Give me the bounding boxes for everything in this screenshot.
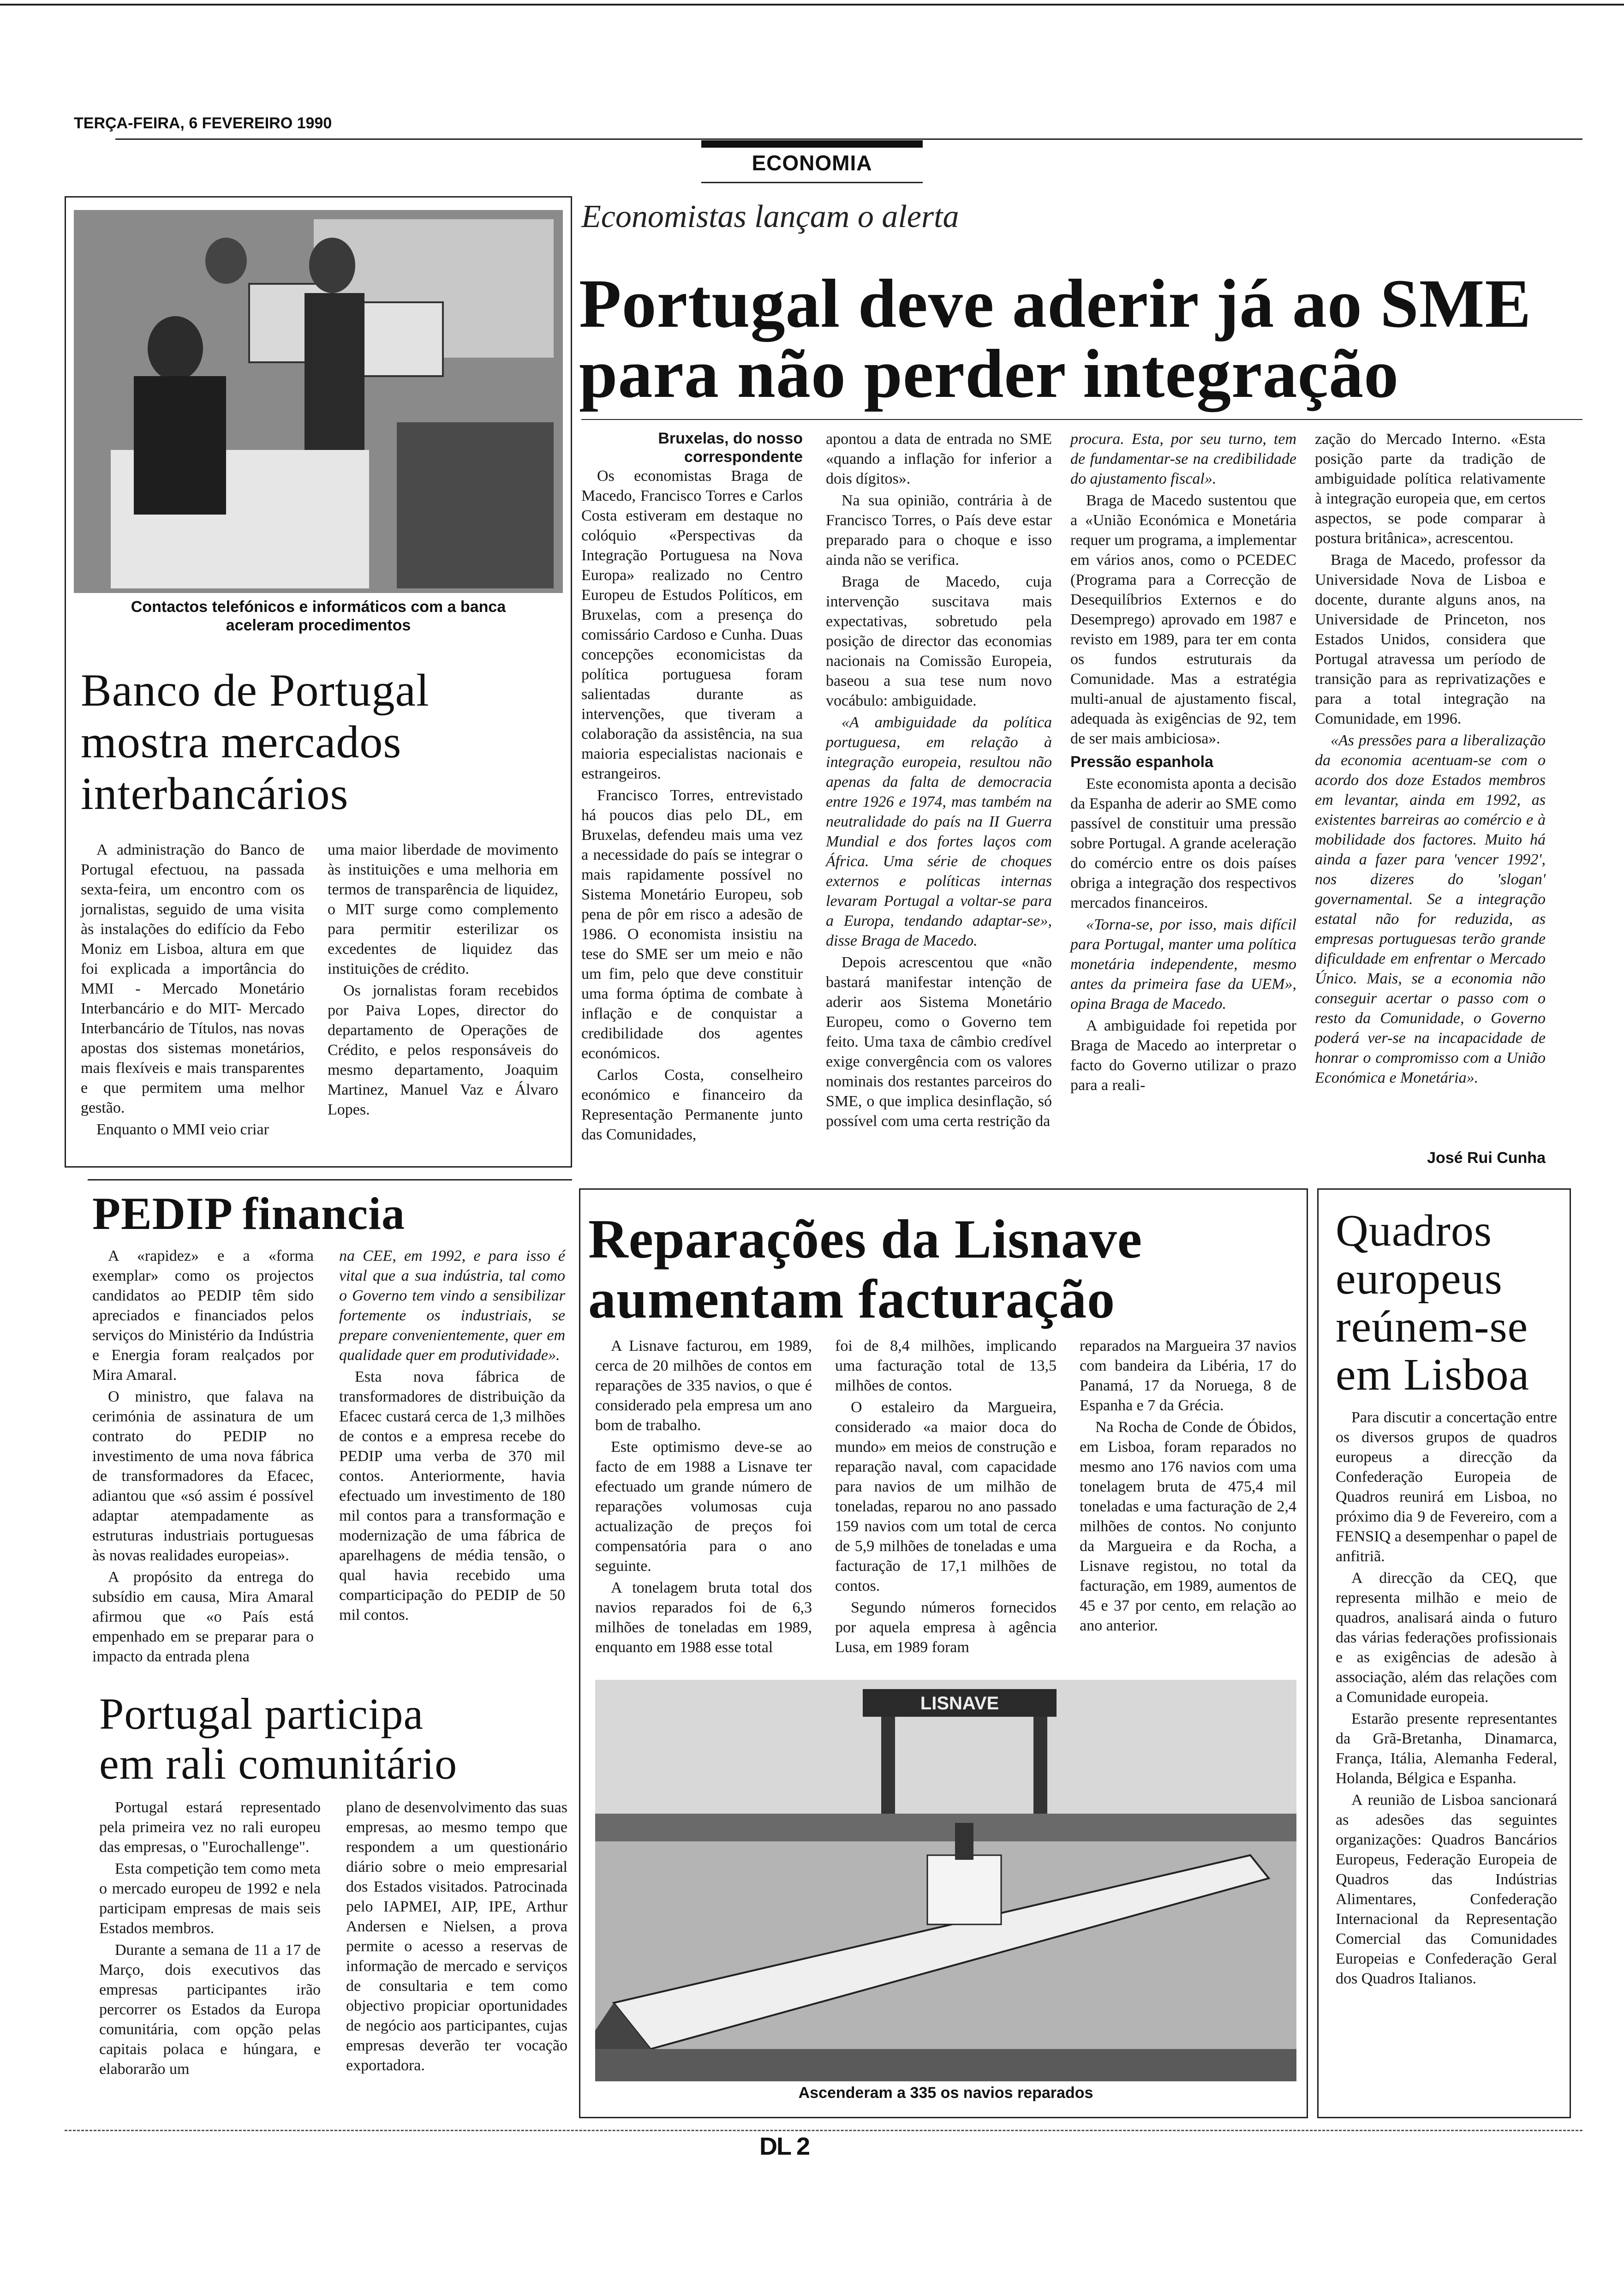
quadros-headline-line-2: europeus xyxy=(1336,1254,1503,1304)
top-border xyxy=(0,4,1624,6)
rali-paragraph: Esta competição tem como meta o mercado europeu de 1992 e nela participam empresas de mais seis Estados membros. xyxy=(99,1860,321,1937)
rali-headline xyxy=(99,1689,457,1789)
banco-paragraph: Enquanto o MMI veio criar xyxy=(96,1121,269,1138)
banco-headline xyxy=(81,665,430,820)
dateline-line-1: Bruxelas, do nosso xyxy=(658,430,803,447)
lisnave-paragraph: foi de 8,4 milhões, implicando uma facturação total de 13,5 milhões de contos. xyxy=(835,1337,1057,1394)
banco-photo xyxy=(74,210,563,593)
lisnave-column-1 xyxy=(595,1336,812,1659)
lisnave-photo xyxy=(595,1680,1296,2081)
lead-byline: José Rui Cunha xyxy=(1427,1149,1546,1167)
section-underline xyxy=(701,182,923,183)
rali-headline-line-2: em rali comunitário xyxy=(99,1739,458,1788)
pedip-paragraph: Esta nova fábrica de transformadores de distribuição da Efacec custará cerca de 1,3 milhões de contos e a empresa recebe do PEDIP uma verba de 370 mil contos. Anteriormente, havia efectuado um investimento de 180 mil contos para a transformação e modernização de uma fábrica de aparelhagens de média tensão, o qual havia recebido uma comparticipação do PEDIP de 50 mil contos. xyxy=(339,1368,565,1624)
pedip-column-2 xyxy=(339,1246,565,1627)
banco-caption-line-1: Contactos telefónicos e informáticos com a banca xyxy=(131,598,506,616)
shipyard-illustration xyxy=(595,1680,1296,2081)
crane-label: LISNAVE xyxy=(920,1693,999,1714)
page-logo: DL 2 xyxy=(759,2133,810,2160)
lead-paragraph: «As pressões para a liberalização da economia acentuam-se com o acordo dos doze Estados membros em levantar, ainda em 1992, as existentes barreiras ao comércio e à mobilidade dos factores. Muito há ainda a fazer para 'vencer 1992', nos dizeres do 'slogan' governamental. Se a integração estatal não for reduzida, as empresas portuguesas terão grande dificuldade em enfrentar o Mercado Único. Mais, se a economia não conseguir acertar o passo com o resto da Comunidade, o Governo poderá ver-se na incapacidade de honrar o compromisso com a União Económica e Monetária». xyxy=(1315,732,1546,1086)
quadros-headline-line-4: em Lisboa xyxy=(1336,1350,1529,1400)
lisnave-caption: Ascenderam a 335 os navios reparados xyxy=(798,2084,1093,2102)
quadros-paragraph: A reunião de Lisboa sancionará as adesões das seguintes organizações: Quadros Bancários Europeus, Federação Europeia de Quadros das Indústrias Alimentares, Confederação Internacional da Representação Comercial das Comunidades Europeias e Confederação Geral dos Quadros Italianos. xyxy=(1336,1792,1557,1987)
banco-caption-line-2: aceleram procedimentos xyxy=(226,617,411,634)
lead-paragraph: procura. Esta, por seu turno, tem de fundamentar-se na credibilidade do ajustamento fiscal». xyxy=(1070,431,1296,487)
section-label xyxy=(701,140,923,182)
pedip-paragraph: O ministro, que falava na cerimónia de assinatura de um contrato do PEDIP no investimento de uma nova fábrica de transformadores da Efacec, adiantou que «só assim é possível adaptar atempadamente as estruturas industriais portuguesas às novas realidades europeias». xyxy=(92,1388,314,1564)
header-rule xyxy=(115,138,1582,140)
lead-paragraph: Braga de Macedo sustentou que a «União Económica e Monetária requer um programa, a implementar em vários anos, como o PCEDEC (Programa para a Correcção de Desequilíbrios Externos e do Desemprego) aprovado em 1987 e revisto em 1989, para ter em conta os fundos estruturais da Comunidade. Mas a estratégia multi-anual de ajustamento fiscal, adequada às exigências de 92, tem de ser mais ambiciosa». xyxy=(1070,492,1296,747)
lisnave-headline xyxy=(588,1209,1142,1329)
lisnave-paragraph: reparados na Margueira 37 navios com bandeira da Libéria, 17 do Panamá, 17 da Noruega, 8 de Espanha e 7 da Grécia. xyxy=(1080,1337,1296,1414)
lead-headline-2: para não perder integração xyxy=(579,336,1399,412)
banco-column-2 xyxy=(328,840,558,1121)
lead-column-4 xyxy=(1315,429,1546,1090)
rali-paragraph: Portugal estará representado pela primeira vez no rali europeu das empresas, o "Eurochallenge". xyxy=(99,1799,321,1856)
lead-paragraph: «Torna-se, por isso, mais difícil para Portugal, manter uma política monetária independente, mesmo antes da primeira fase da UEM», opina Braga de Macedo. xyxy=(1070,916,1296,1013)
lead-paragraph: Braga de Macedo, professor da Universidade Nova de Lisboa e docente, durante alguns anos, na Universidade de Princeton, nos Estados Unidos, considera que Portugal atravessa um período de transição para as reprivatizações e para a total integração na Comunidade, em 1996. xyxy=(1315,551,1546,727)
lead-headline-1: Portugal deve aderir já ao SME xyxy=(579,265,1532,342)
pedip-column-1 xyxy=(92,1246,314,1668)
lisnave-paragraph: Na Rocha de Conde de Óbidos, em Lisboa, foram reparados no mesmo ano 176 navios com uma tonelagem bruta de 475,4 mil toneladas e uma facturação de 2,4 milhões de contos. No conjunto da Margueira e da Rocha, a Lisnave registou, no total da facturação, em 1989, aumentos de 45 e 37 por cento, em relação ao ano anterior. xyxy=(1080,1419,1296,1634)
quadros-paragraph: A direcção da CEQ, que representa milhão e meio de quadros, analisará ainda o futuro das várias federações profissionais e as exigências de adesão à associação, além das relações com a Comunidade europeia. xyxy=(1336,1570,1557,1706)
lisnave-headline-line-2: aumentam facturação xyxy=(588,1268,1116,1330)
lead-paragraph: Os economistas Braga de Macedo, Francisco Torres e Carlos Costa estiveram em destaque no colóquio «Perspectivas da Integração Portuguesa na Nova Europa» realizado no Centro Europeu de Estudos Políticos, em Bruxelas, com a presença do comissário Cardoso e Cunha. Duas concepções economicistas da política portuguesa foram salientadas durante as intervenções, que tiveram a colaboração da assistência, na sua maioria especialistas nacionais e estrangeiros. xyxy=(581,467,803,782)
pedip-headline: PEDIP financia xyxy=(92,1188,405,1239)
quadros-paragraph: Estarão presente representantes da Grã-Bretanha, Dinamarca, França, Itália, Alemanha Federal, Holanda, Bélgica e Espanha. xyxy=(1336,1710,1557,1787)
lead-paragraph: Braga de Macedo, cuja intervenção suscitava mais expectativas, sobretudo pela posição de director das economias nacionais na Comissão Europeia, baseou a sua tese num novo vocábulo: ambiguidade. xyxy=(826,573,1052,709)
lisnave-paragraph: Este optimismo deve-se ao facto de em 1988 a Lisnave ter efectuado um grande número de reparações volumosas cuja actualização de preços foi compensatória para o ano seguinte. xyxy=(595,1438,812,1575)
dateline xyxy=(581,429,803,466)
lisnave-paragraph: O estaleiro da Margueira, considerado «a maior doca do mundo» em meios de construção e reparação naval, com capacidade para navios de um milhão de toneladas, reparou no ano passado 159 navios com um total de cerca de 5,9 milhões de toneladas e uma facturação de 17,1 milhões de contos. xyxy=(835,1399,1057,1594)
banco-headline-line-3: interbancários xyxy=(81,768,349,819)
lisnave-column-3 xyxy=(1080,1336,1296,1637)
lisnave-paragraph: A tonelagem bruta total dos navios reparados foi de 6,3 milhões de toneladas em 1989, enquanto em 1988 esse total xyxy=(595,1579,812,1656)
lead-paragraph: A ambiguidade foi repetida por Braga de Macedo ao interpretar o facto do Governo utilizar o prazo para a reali- xyxy=(1070,1017,1296,1094)
quadros-headline-line-1: Quadros xyxy=(1336,1206,1493,1256)
pedip-paragraph: na CEE, em 1992, e para isso é vital que a sua indústria, tal como o Governo tem vindo a sensibilizar fortemente os industriais, se prepare convenientemente, quer em qualidade quer em produtividade». xyxy=(339,1247,565,1364)
rali-headline-line-1: Portugal participa xyxy=(99,1689,424,1738)
lead-headline-rule xyxy=(581,419,1582,420)
banco-headline-line-2: mostra mercados xyxy=(81,716,402,767)
lead-kicker: Economistas lançam o alerta xyxy=(581,199,959,234)
lead-column-2 xyxy=(826,429,1052,1133)
lead-paragraph: Depois acrescentou que «não bastará manifestar intenção de aderir aos Sistema Monetário Europeu, como o Governo tem feito. Uma taxa de câmbio credível exige convergência com os valores nominais dos restantes parceiros do SME, o que implica desinflação, só possível com uma certa restrição da xyxy=(826,954,1052,1130)
pedip-paragraph: A «rapidez» e a «forma exemplar» como os projectos candidatos ao PEDIP têm sido apreciados e financiados pelos serviços do Ministério da Indústria e Energia foram realçados por Mira Amaral. xyxy=(92,1247,314,1384)
dateline-line-2: correspondente xyxy=(684,448,803,466)
office-scene-illustration xyxy=(74,210,563,593)
rali-column-2 xyxy=(346,1798,567,2077)
quadros-headline-line-3: reúnem-se xyxy=(1336,1302,1528,1352)
page-date: TERÇA-FEIRA, 6 FEVEREIRO 1990 xyxy=(74,114,332,132)
lead-paragraph: Na sua opinião, contrária à de Francisco Torres, o País deve estar preparado para o choque e isso ainda não se verifica. xyxy=(826,492,1052,569)
lead-column-1 xyxy=(581,429,803,1146)
pedip-paragraph: A propósito da entrega do subsídio em causa, Mira Amaral afirmou que «o País está empenhado em se preparar para o impacto da entrada plena xyxy=(92,1569,314,1665)
lead-paragraph: Francisco Torres, entrevistado há poucos dias pelo DL, em Bruxelas, defendeu mais uma vez a necessidade do país se integrar o mais rapidamente possível no Sistema Monetário Europeu, sob pena de pôr em risco a adesão de 1986. O economista insistiu na tese do SME ser um meio e não um fim, pelo que deve constituir uma forma óptima de combate à inflação e de conquistar a credibilidade dos agentes económicos. xyxy=(581,787,803,1062)
lisnave-headline-line-1: Reparações da Lisnave xyxy=(588,1208,1142,1270)
subhead-pressao-espanhola: Pressão espanhola xyxy=(1070,753,1213,771)
footer-dash-rule xyxy=(65,2130,1582,2131)
rali-column-1 xyxy=(99,1798,321,2081)
banco-paragraph: Os jornalistas foram recebidos por Paiva Lopes, director do departamento de Operações de Crédito, e pelos responsáveis do mesmo departamento, Joaquim Martinez, Manuel Vaz e Álvaro Lopes. xyxy=(328,982,558,1118)
lisnave-column-2 xyxy=(835,1336,1057,1659)
lisnave-paragraph: A Lisnave facturou, em 1989, cerca de 20 milhões de contos em reparações de 335 navios, o que é considerado pela empresa um ano bom de trabalho. xyxy=(595,1337,812,1434)
lead-paragraph: zação do Mercado Interno. «Esta posição parte da tradição de ambiguidade política relativamente à integração europeia que, em certos aspectos, se pode comparar à postura britânica», acrescentou. xyxy=(1315,431,1546,547)
rali-paragraph: plano de desenvolvimento das suas empresas, ao mesmo tempo que respondem a um questionário diário sobre o meio empresarial dos Estados visitados. Patrocinada pelo IAPMEI, AIP, IPE, Arthur Andersen e Nielsen, a prova permite o acesso a reservas de informação de mercado e serviços de consultaria e tem como objectivo propiciar oportunidades de negócio aos participantes, cujas empresas deverão ter vocação exportadora. xyxy=(346,1799,567,2074)
banco-headline-line-1: Banco de Portugal xyxy=(81,665,430,716)
lead-paragraph: Carlos Costa, conselheiro económico e financeiro da Representação Permanente junto das Comunidades, xyxy=(581,1067,803,1143)
rali-paragraph: Durante a semana de 11 a 17 de Março, dois executivos das empresas participantes irão percorrer os Estados da Europa comunitária, com opção pelas capitais polaca e húngara, e elaborarão um xyxy=(99,1941,321,2078)
banco-column-1 xyxy=(81,840,304,1141)
lisnave-paragraph: Segundo números fornecidos por aquela empresa à agência Lusa, em 1989 foram xyxy=(835,1599,1057,1656)
quadros-headline xyxy=(1336,1207,1529,1399)
lead-column-3 xyxy=(1070,429,1296,1097)
banco-caption xyxy=(74,598,563,635)
banco-paragraph: A administração do Banco de Portugal efectuou, na passada sexta-feira, um encontro com os jornalistas, seguido de uma visita às instalações do edifício da Febo Moniz em Lisboa, altura em que foi explicada a importância do MMI - Mercado Monetário Interbancário e do MIT- Mercado Interbancário de Títulos, nas novas apostas dos sistemas monetários, mais flexíveis e mais transparentes e que permitem uma melhor gestão. xyxy=(81,841,304,1116)
pedip-rule xyxy=(88,1179,572,1180)
quadros-column xyxy=(1336,1408,1557,1990)
lead-paragraph: «A ambiguidade da política portuguesa, em relação à integração europeia, resultou não apenas da falta de democracia entre 1926 e 1974, mas também na neutralidade do país na II Guerra Mundial e dos fortes laços com África. Uma série de choques externos e políticas internas levaram Portugal a voltar-se para a Europa, tendando adaptar-se», disse Braga de Macedo. xyxy=(826,714,1052,949)
section-label-text: ECONOMIA xyxy=(752,151,872,175)
quadros-paragraph: Para discutir a concertação entre os diversos grupos de quadros europeus a direcção da Confederação Europeia de Quadros reunirá em Lisboa, no próximo dia 9 de Fevereiro, com a FENSIQ a desempenhar o papel de anfitriã. xyxy=(1336,1409,1557,1565)
lead-paragraph: apontou a data de entrada no SME «quando a inflação for inferior a dois dígitos». xyxy=(826,431,1052,487)
lead-paragraph: Este economista aponta a decisão da Espanha de aderir ao SME como passível de constituir uma pressão sobre Portugal. A grande aceleração do comércio entre os dois países obriga a integração dos respectivos mercados financeiros. xyxy=(1070,775,1296,911)
banco-paragraph: uma maior liberdade de movimento às instituições e uma melhoria em termos de transparência de liquidez, o MIT surge como complemento para permitir esterilizar os excedentes de liquidez das instituições de crédito. xyxy=(328,841,558,977)
